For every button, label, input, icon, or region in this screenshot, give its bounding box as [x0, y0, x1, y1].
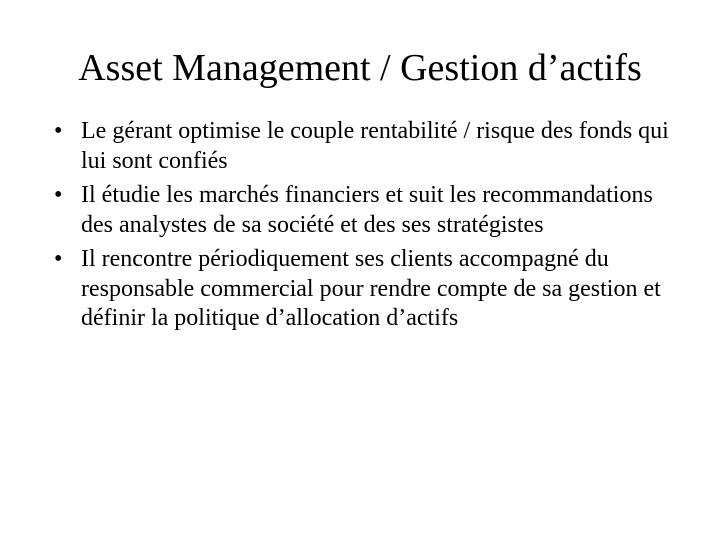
bullet-text: Il étudie les marchés financiers et suit les recommandations des analystes de sa société et des ses stratégistes: [81, 182, 653, 238]
bullet-icon: •: [54, 246, 63, 272]
bullet-text: Le gérant optimise le couple rentabilité / risque des fonds qui lui sont confiés: [81, 118, 669, 174]
slide-title: Asset Management / Gestion d’actifs: [78, 47, 642, 89]
bullet-list: [54, 117, 684, 339]
bullet-item: [54, 245, 684, 334]
bullet-item: [54, 181, 684, 240]
bullet-item: [54, 117, 684, 176]
bullet-text: Il rencontre périodiquement ses clients accompagné du responsable commercial pour rendre compte de sa gestion et définir la politique d’allocation d’actifs: [81, 246, 661, 331]
bullet-icon: •: [54, 182, 63, 208]
bullet-icon: •: [54, 118, 63, 144]
